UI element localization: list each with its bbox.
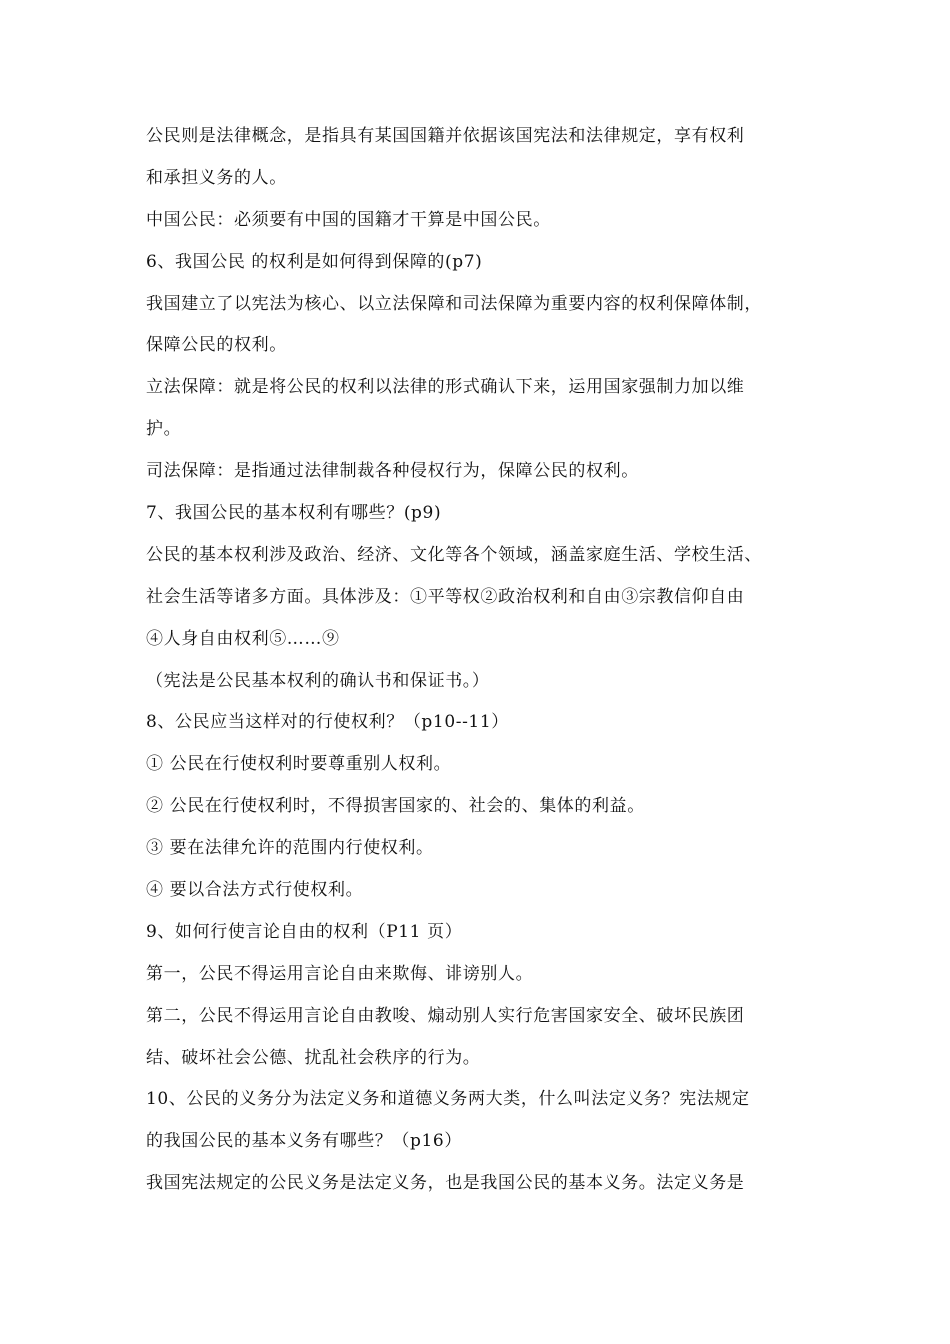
question-heading: 8、公民应当这样对的行使权利？（p10--11） (146, 712, 509, 733)
text-line: 我国宪法规定的公民义务是法定义务，也是我国公民的基本义务。法定义务是 (146, 1173, 745, 1194)
text-line: 第一，公民不得运用言论自由来欺侮、诽谤别人。 (146, 963, 534, 984)
text-line: 公民的基本权利涉及政治、经济、文化等各个领域，涵盖家庭生活、学校生活、 (146, 544, 762, 565)
question-heading: 10、公民的义务分为法定义务和道德义务两大类，什么叫法定义务？宪法规定 (146, 1089, 750, 1110)
text-line: 立法保障：就是将公民的权利以法律的形式确认下来，运用国家强制力加以维 (146, 377, 745, 398)
list-item: ③ 要在法律允许的范围内行使权利。 (146, 838, 434, 859)
question-heading: 7、我国公民的基本权利有哪些？(p9) (146, 503, 442, 524)
question-heading: 的我国公民的基本义务有哪些？（p16） (146, 1131, 462, 1152)
question-heading: 9、如何行使言论自由的权利（P11 页） (146, 921, 463, 942)
document-body (146, 121, 826, 1210)
text-line: 保障公民的权利。 (146, 335, 287, 356)
list-item: ① 公民在行使权利时要尊重别人权利。 (146, 754, 452, 775)
text-line: 结、破坏社会公德、扰乱社会秩序的行为。 (146, 1047, 481, 1068)
text-line: 我国建立了以宪法为核心、以立法保障和司法保障为重要内容的权利保障体制， (146, 293, 762, 314)
text-line: （宪法是公民基本权利的确认书和保证书。） (146, 670, 490, 691)
text-line: 司法保障：是指通过法律制裁各种侵权行为，保障公民的权利。 (146, 461, 639, 482)
text-line: 第二，公民不得运用言论自由教唆、煽动别人实行危害国家安全、破坏民族团 (146, 1005, 745, 1026)
text-line: ④人身自由权利⑤……⑨ (146, 628, 340, 649)
text-line: 社会生活等诸多方面。具体涉及：①平等权②政治权利和自由③宗教信仰自由 (146, 586, 745, 607)
text-line: 和承担义务的人。 (146, 167, 287, 188)
list-item: ② 公民在行使权利时，不得损害国家的、社会的、集体的利益。 (146, 796, 645, 817)
text-line: 公民则是法律概念，是指具有某国国籍并依据该国宪法和法律规定，享有权利 (146, 126, 745, 146)
question-heading: 6、我国公民 的权利是如何得到保障的(p7) (146, 251, 483, 272)
list-item: ④ 要以合法方式行使权利。 (146, 880, 364, 901)
text-line: 护。 (146, 419, 182, 440)
text-line: 中国公民：必须要有中国的国籍才干算是中国公民。 (146, 209, 551, 230)
